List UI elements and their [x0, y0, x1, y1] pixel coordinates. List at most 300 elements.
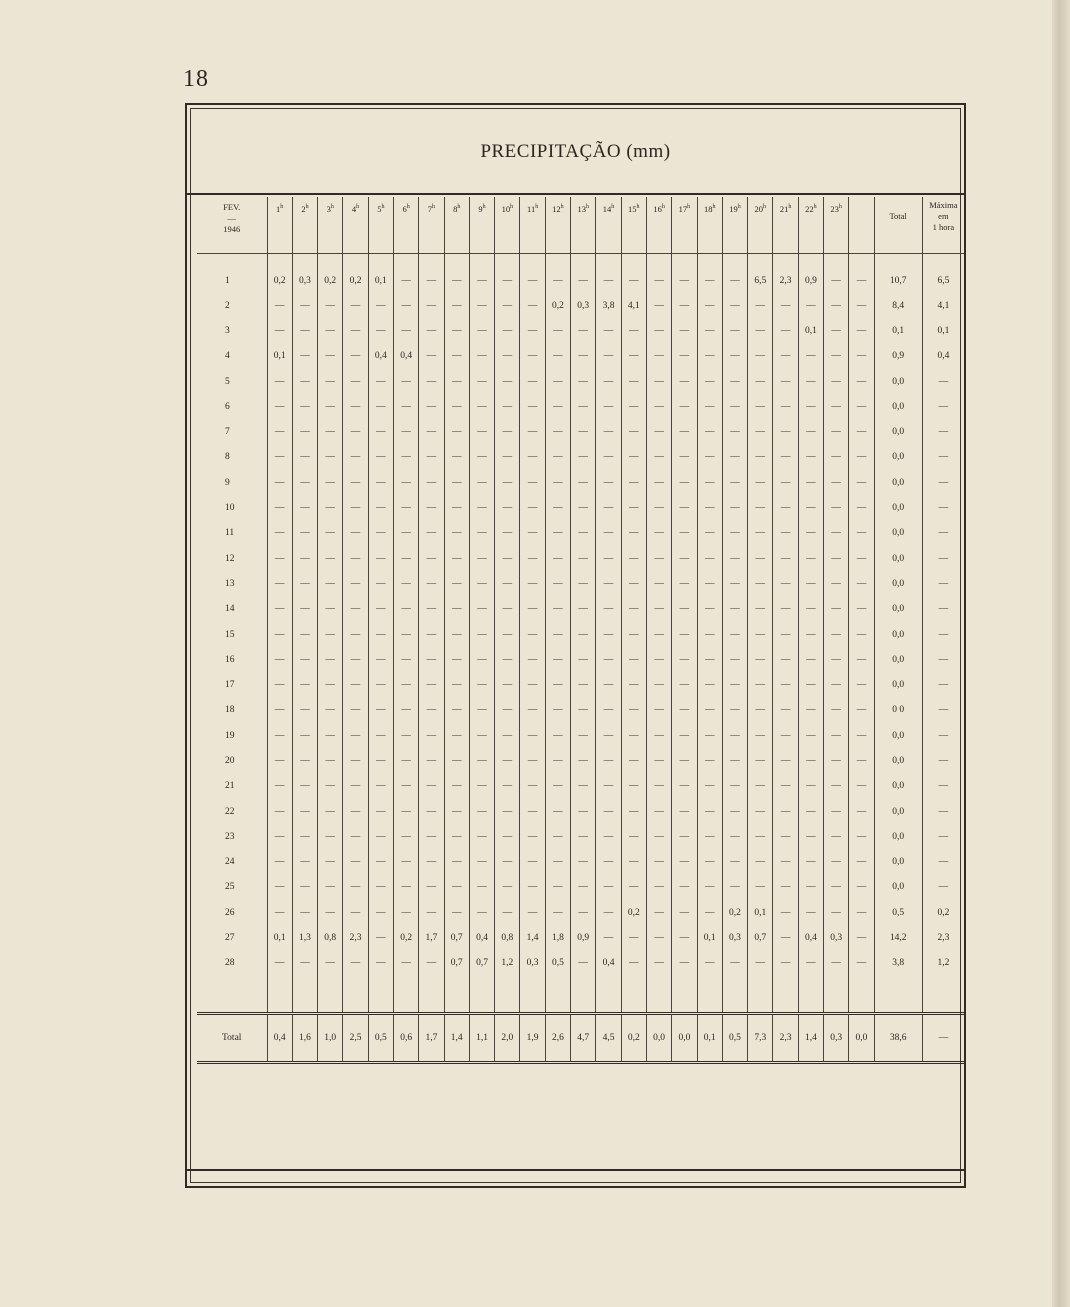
header-total: Total	[874, 197, 922, 254]
header-max	[922, 197, 964, 254]
hour-value: —	[368, 748, 393, 773]
hour-unit: h	[636, 204, 640, 210]
hour-value: —	[368, 546, 393, 571]
hour-value: —	[621, 445, 646, 470]
hour-value: —	[419, 799, 444, 824]
hour-value: —	[393, 723, 418, 748]
hour-value: —	[646, 293, 671, 318]
hour-value: —	[571, 748, 596, 773]
hour-value: 0,7	[748, 925, 773, 950]
hour-value: —	[596, 925, 621, 950]
hour-number: 16	[653, 203, 662, 214]
hour-value: —	[495, 850, 520, 875]
hour-value: —	[419, 875, 444, 900]
header-hour-14	[596, 197, 621, 254]
hour-value: —	[773, 622, 798, 647]
hour-value: —	[343, 622, 368, 647]
hour-value: —	[318, 723, 343, 748]
hour-number: 8	[453, 203, 458, 214]
hour-value: —	[520, 799, 545, 824]
hour-number: 17	[678, 203, 688, 214]
row-total: 3,8	[874, 951, 922, 976]
hour-value: —	[495, 672, 520, 697]
hour-value: —	[849, 850, 874, 875]
header-hour-label	[679, 204, 691, 214]
hour-value: —	[722, 369, 747, 394]
hour-value: —	[393, 571, 418, 596]
hour-value: —	[571, 344, 596, 369]
hour-value: —	[697, 622, 722, 647]
hour-value: —	[368, 875, 393, 900]
spacer-cell	[697, 988, 722, 1000]
row-max: —	[922, 723, 964, 748]
hour-value: —	[596, 419, 621, 444]
hour-value: —	[318, 597, 343, 622]
hour-value: —	[419, 470, 444, 495]
hour-value: —	[672, 521, 697, 546]
hour-value: —	[773, 293, 798, 318]
hour-value: —	[697, 647, 722, 672]
spacer-cell	[849, 988, 874, 1000]
hour-value: —	[621, 470, 646, 495]
spacer-cell	[672, 976, 697, 988]
spacer-cell	[672, 988, 697, 1000]
hour-value: —	[292, 748, 317, 773]
hour-value: —	[798, 369, 823, 394]
hour-value: 0,5	[545, 951, 570, 976]
table-row	[197, 723, 964, 748]
hour-value: —	[343, 445, 368, 470]
hour-value: —	[495, 774, 520, 799]
hour-value: —	[419, 900, 444, 925]
hour-value: —	[596, 698, 621, 723]
hour-value: —	[267, 521, 292, 546]
hour-value: —	[292, 394, 317, 419]
hour-value: —	[824, 622, 849, 647]
hour-value: —	[672, 622, 697, 647]
hour-value: —	[824, 318, 849, 343]
hour-value: —	[469, 546, 494, 571]
header-hour-13	[571, 197, 596, 254]
header-hour-label	[502, 204, 514, 214]
row-total: 0,0	[874, 495, 922, 520]
hour-value: —	[773, 571, 798, 596]
hour-value: —	[621, 774, 646, 799]
hour-value: —	[545, 419, 570, 444]
hour-value: —	[444, 774, 469, 799]
day-cell: 25	[225, 882, 235, 893]
hour-value: 0,7	[469, 951, 494, 976]
hour-value: —	[849, 723, 874, 748]
hour-value: —	[292, 521, 317, 546]
hour-value: —	[571, 672, 596, 697]
day-cell: 15	[225, 629, 235, 640]
hour-value: —	[571, 419, 596, 444]
hour-value: —	[672, 900, 697, 925]
hour-value: —	[520, 394, 545, 419]
row-max: —	[922, 774, 964, 799]
hour-value: —	[748, 521, 773, 546]
hour-value: —	[773, 344, 798, 369]
hour-value: —	[267, 748, 292, 773]
spacer-cell	[469, 988, 494, 1000]
hour-value: —	[697, 799, 722, 824]
hour-value: —	[798, 672, 823, 697]
hour-number: 11	[527, 203, 536, 214]
hour-value: —	[748, 672, 773, 697]
table-row	[197, 672, 964, 697]
total-hour-value: 0,6	[393, 1014, 418, 1063]
total-hour-value: 0,1	[697, 1014, 722, 1063]
hour-value: —	[697, 394, 722, 419]
hour-value: —	[748, 647, 773, 672]
hour-value: —	[343, 900, 368, 925]
total-hour-value: 1,4	[798, 1014, 823, 1063]
hour-value: —	[393, 799, 418, 824]
hour-value: —	[318, 698, 343, 723]
hour-value: —	[646, 925, 671, 950]
spacer-cell	[469, 976, 494, 988]
hour-value: —	[697, 470, 722, 495]
hour-value: —	[798, 723, 823, 748]
row-total: 0 0	[874, 698, 922, 723]
spacer-cell	[444, 1000, 469, 1014]
spacer-cell	[318, 1000, 343, 1014]
hour-value: —	[571, 318, 596, 343]
spacer-cell	[571, 988, 596, 1000]
hour-value: —	[722, 672, 747, 697]
row-total: 0,0	[874, 672, 922, 697]
hour-value: —	[318, 875, 343, 900]
hour-value: —	[419, 748, 444, 773]
header-hour-label	[428, 204, 435, 214]
hour-value: —	[621, 597, 646, 622]
hour-unit: h	[330, 204, 334, 210]
hour-number: 22	[805, 203, 814, 214]
hour-value: —	[824, 900, 849, 925]
hour-value: —	[343, 470, 368, 495]
spacer-cell	[773, 976, 798, 988]
header-hour-7	[419, 197, 444, 254]
hour-value: —	[292, 369, 317, 394]
header-hour-label	[478, 204, 485, 214]
hour-value: —	[545, 824, 570, 849]
hour-value: 6,5	[748, 254, 773, 294]
hour-value: —	[646, 622, 671, 647]
hour-value: 2,3	[773, 254, 798, 294]
hour-value: —	[267, 647, 292, 672]
hour-value: —	[267, 445, 292, 470]
hour-value: —	[292, 698, 317, 723]
hour-value: —	[849, 799, 874, 824]
spacer-cell	[393, 976, 418, 988]
hour-value: —	[722, 951, 747, 976]
hour-unit: h	[535, 204, 539, 210]
hour-value: —	[419, 495, 444, 520]
hour-value: —	[393, 445, 418, 470]
hour-value: —	[773, 672, 798, 697]
hour-value: —	[646, 318, 671, 343]
row-total: 0,0	[874, 723, 922, 748]
row-max: 0,1	[922, 318, 964, 343]
hour-value: —	[824, 546, 849, 571]
hour-value: —	[545, 254, 570, 294]
hour-value: —	[444, 318, 469, 343]
total-hour-value: 4,5	[596, 1014, 621, 1063]
spacer-cell	[197, 976, 267, 988]
hour-number: 9	[478, 203, 483, 214]
header-hour-9	[469, 197, 494, 254]
hour-value: —	[419, 394, 444, 419]
hour-value: —	[368, 495, 393, 520]
hour-value: —	[393, 850, 418, 875]
hour-value: —	[419, 951, 444, 976]
row-max: —	[922, 799, 964, 824]
table-row	[197, 824, 964, 849]
hour-unit: h	[280, 204, 284, 210]
hour-value: —	[292, 875, 317, 900]
hour-value: —	[545, 597, 570, 622]
hour-value: —	[748, 369, 773, 394]
hour-value: —	[318, 445, 343, 470]
hour-value: —	[748, 774, 773, 799]
hour-value: —	[697, 419, 722, 444]
hour-value: —	[469, 344, 494, 369]
hour-value: —	[545, 875, 570, 900]
hour-value: —	[798, 419, 823, 444]
hour-value: —	[849, 521, 874, 546]
hour-value: 0,2	[545, 293, 570, 318]
hour-value: —	[824, 723, 849, 748]
hour-value: —	[773, 470, 798, 495]
hour-value: —	[697, 597, 722, 622]
header-hour-label	[805, 204, 817, 214]
spacer-cell	[545, 976, 570, 988]
hour-value: —	[469, 799, 494, 824]
hour-value: —	[343, 799, 368, 824]
hour-value: —	[596, 875, 621, 900]
total-hour-value: 0,0	[849, 1014, 874, 1063]
hour-value: —	[318, 344, 343, 369]
day-cell: 21	[225, 781, 235, 792]
table-row	[197, 470, 964, 495]
hour-value: —	[368, 470, 393, 495]
spacer-cell	[824, 976, 849, 988]
hour-value: 0,3	[520, 951, 545, 976]
day-cell: 2	[225, 300, 230, 311]
row-total: 0,1	[874, 318, 922, 343]
hour-unit: h	[585, 204, 589, 210]
hour-value: —	[368, 419, 393, 444]
total-label: Total	[197, 1014, 267, 1063]
header-hour-11	[520, 197, 545, 254]
spacer-cell	[798, 988, 823, 1000]
hour-value: —	[697, 875, 722, 900]
total-hour-value: 7,3	[748, 1014, 773, 1063]
hour-value: —	[368, 774, 393, 799]
spacer-cell	[495, 1000, 520, 1014]
hour-value: —	[672, 647, 697, 672]
row-max: —	[922, 647, 964, 672]
row-max: —	[922, 597, 964, 622]
spacer-cell	[343, 988, 368, 1000]
hour-value: 2,3	[343, 925, 368, 950]
hour-value: —	[672, 723, 697, 748]
header-hour-label	[755, 204, 767, 214]
hour-value: —	[849, 698, 874, 723]
spacer-cell	[469, 1000, 494, 1014]
hour-value: —	[292, 850, 317, 875]
header-hour-label	[327, 204, 334, 214]
row-total: 0,0	[874, 824, 922, 849]
hour-value: —	[849, 748, 874, 773]
table-row	[197, 521, 964, 546]
hour-value: —	[292, 419, 317, 444]
table-row	[197, 647, 964, 672]
total-hour-value: 0,0	[646, 1014, 671, 1063]
hour-value: —	[318, 318, 343, 343]
header-hour-label	[628, 204, 640, 214]
table-row	[197, 774, 964, 799]
spacer-cell	[722, 988, 747, 1000]
hour-value: —	[596, 495, 621, 520]
hour-value: —	[343, 571, 368, 596]
spacer-cell	[267, 988, 292, 1000]
hour-value: —	[798, 622, 823, 647]
hour-value: —	[773, 521, 798, 546]
table-row	[197, 925, 964, 950]
hour-value: —	[773, 900, 798, 925]
hour-number: 2	[301, 203, 306, 214]
hour-value: 0,3	[722, 925, 747, 950]
day-cell: 28	[225, 958, 235, 969]
table-row	[197, 951, 964, 976]
hour-value: —	[646, 799, 671, 824]
hour-value: —	[672, 951, 697, 976]
hour-value: —	[520, 622, 545, 647]
hour-value: —	[571, 546, 596, 571]
hour-number: 20	[754, 203, 764, 214]
hour-value: —	[520, 318, 545, 343]
hour-value: —	[798, 394, 823, 419]
spacer-cell	[596, 976, 621, 988]
hour-value: —	[596, 647, 621, 672]
day-cell: 27	[225, 933, 235, 944]
hour-value: —	[748, 445, 773, 470]
spacer-cell	[621, 988, 646, 1000]
hour-value: —	[520, 774, 545, 799]
hour-value: —	[343, 318, 368, 343]
row-total: 0,0	[874, 445, 922, 470]
spacer-cell	[646, 1000, 671, 1014]
hour-value: —	[697, 698, 722, 723]
hour-value: —	[571, 774, 596, 799]
hour-value: —	[393, 672, 418, 697]
table-row	[197, 495, 964, 520]
hour-value: —	[697, 723, 722, 748]
row-max: —	[922, 394, 964, 419]
hour-value: —	[748, 470, 773, 495]
hour-unit: h	[813, 204, 817, 210]
hour-value: 0,1	[798, 318, 823, 343]
hour-value: —	[343, 647, 368, 672]
hour-value: —	[646, 951, 671, 976]
day-cell: 22	[225, 806, 235, 817]
hour-value: —	[849, 495, 874, 520]
row-max: —	[922, 748, 964, 773]
hour-value: —	[318, 824, 343, 849]
hour-value: —	[748, 597, 773, 622]
total-hour-value: 1,1	[469, 1014, 494, 1063]
header-max-line1: Máxima	[929, 200, 958, 210]
hour-value: —	[824, 748, 849, 773]
hour-value: —	[318, 546, 343, 571]
hour-value: —	[748, 394, 773, 419]
hour-value: —	[824, 774, 849, 799]
header-hour-label	[729, 204, 741, 214]
hour-number: 21	[779, 203, 789, 214]
hour-value: —	[722, 445, 747, 470]
total-hour-value: 2,5	[343, 1014, 368, 1063]
hour-value: —	[722, 875, 747, 900]
hour-value: —	[343, 951, 368, 976]
hour-value: —	[722, 824, 747, 849]
table-row	[197, 445, 964, 470]
total-row	[197, 1014, 964, 1063]
hour-value: —	[697, 369, 722, 394]
hour-value: —	[646, 344, 671, 369]
hour-value: —	[748, 799, 773, 824]
day-cell: 24	[225, 857, 235, 868]
hour-value: —	[672, 254, 697, 294]
hour-value: 4,1	[621, 293, 646, 318]
hour-value: —	[368, 698, 393, 723]
hour-value: 0,4	[393, 344, 418, 369]
hour-value: —	[419, 597, 444, 622]
hour-value: —	[267, 419, 292, 444]
spacer-cell	[197, 988, 267, 1000]
hour-value: —	[621, 875, 646, 900]
hour-value: —	[520, 723, 545, 748]
hour-value: —	[798, 445, 823, 470]
hour-value: —	[849, 622, 874, 647]
hour-value: —	[824, 850, 849, 875]
spacer-cell	[545, 1000, 570, 1014]
hour-value: —	[722, 748, 747, 773]
hour-value: —	[292, 799, 317, 824]
hour-value: 0,2	[343, 254, 368, 294]
hour-value: —	[571, 850, 596, 875]
header-hour-3	[318, 197, 343, 254]
hour-unit: h	[737, 204, 741, 210]
row-total: 10,7	[874, 254, 922, 294]
hour-value: —	[571, 254, 596, 294]
hour-value: —	[520, 850, 545, 875]
hour-value: —	[368, 597, 393, 622]
spacer-row	[197, 976, 964, 988]
table-row	[197, 394, 964, 419]
hour-value: —	[520, 254, 545, 294]
spacer-cell	[267, 1000, 292, 1014]
hour-value: —	[773, 925, 798, 950]
hour-value: —	[267, 698, 292, 723]
spacer-cell	[393, 988, 418, 1000]
hour-value: —	[343, 824, 368, 849]
hour-value: —	[495, 419, 520, 444]
hour-value: —	[318, 850, 343, 875]
day-cell: 7	[225, 427, 230, 438]
hour-value: —	[773, 419, 798, 444]
